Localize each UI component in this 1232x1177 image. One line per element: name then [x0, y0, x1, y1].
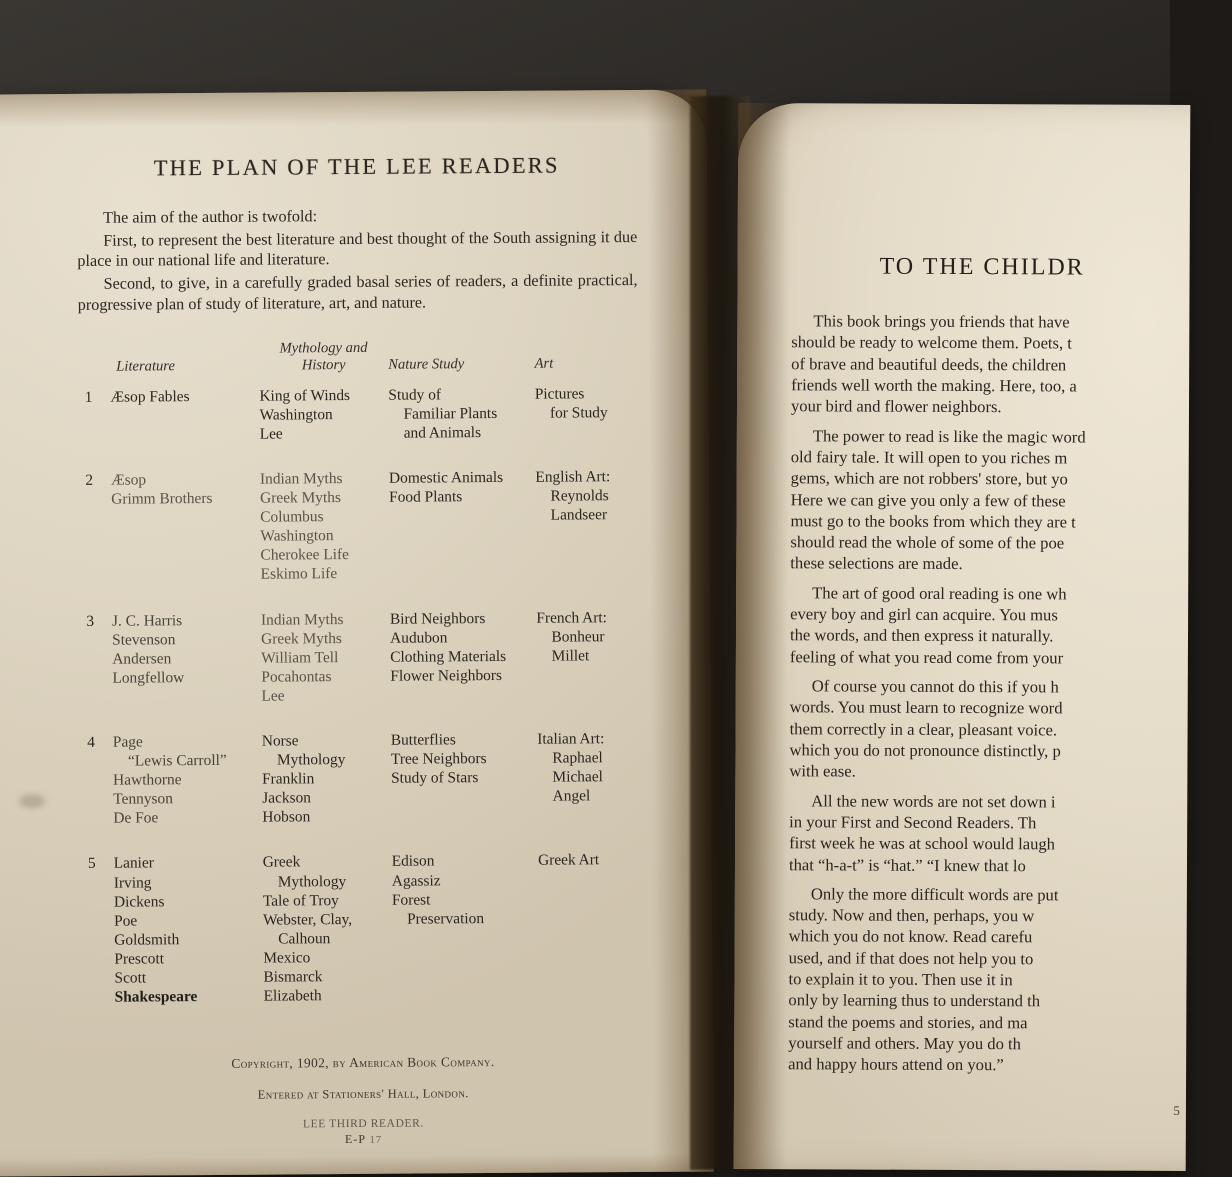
cell-line: Hawthorne: [113, 771, 182, 789]
cell-mythology: [259, 385, 389, 469]
cell-line: Flower Neighbors: [390, 666, 502, 685]
col-header-mythology: [259, 339, 388, 386]
paragraph-line: and happy hours attend on you.”: [788, 1054, 1004, 1075]
cell-mythology: [263, 852, 393, 1032]
cell-line: Bonheur: [551, 627, 605, 646]
paragraph-line: the words, and then express it naturally.: [789, 625, 1054, 646]
cell-line: Webster, Clay,: [263, 910, 353, 929]
cell-line: Franklin: [262, 770, 315, 788]
right-page: [734, 103, 1191, 1171]
cell-line: Clothing Materials: [390, 647, 507, 666]
paragraph-line: The art of good oral reading is one wh: [812, 583, 1067, 604]
table-row: [79, 467, 640, 611]
cell-nature: [391, 730, 538, 852]
paragraph-line: study. Now and then, perhaps, you w: [788, 905, 1035, 926]
col-header-nature: Nature Study: [388, 355, 465, 373]
cell-line: Prescott: [114, 950, 165, 968]
paragraph-line: used, and if that does not help you to: [788, 947, 1034, 969]
signature-page: 17: [369, 1135, 383, 1147]
cell-line: De Foe: [113, 809, 159, 828]
cell-line: Millet: [551, 647, 590, 665]
paragraph-line: which you do not pronounce distinctly, p: [789, 740, 1061, 761]
cell-line: Reynolds: [550, 487, 609, 505]
paragraph-line: must go to the books from which they are t: [790, 511, 1076, 532]
cell-line: Longfellow: [112, 668, 185, 687]
cell-line: Bismarck: [263, 968, 323, 986]
cell-line: Elizabeth: [263, 987, 322, 1005]
cell-mythology: [262, 731, 392, 853]
paragraph-line: The power to read is like the magic word: [812, 425, 1086, 447]
cell-line: Mexico: [263, 949, 311, 967]
right-page-paragraph: [791, 310, 1231, 418]
colophon: [83, 1053, 644, 1149]
cell-line: Goldsmith: [114, 931, 180, 949]
cell-line: Shakespeare: [114, 988, 198, 1006]
row-number: 2: [85, 471, 94, 489]
right-page-paragraph: [790, 425, 1231, 576]
cell-line: Mythology: [277, 872, 347, 891]
row-number: 1: [84, 388, 93, 406]
cell-line: Raphael: [552, 749, 603, 767]
cell-line: “Lewis Carroll”: [127, 751, 227, 770]
table-row: [80, 608, 641, 733]
paragraph-line: these selections are made.: [790, 553, 963, 574]
paragraph-line: in your First and Second Readers. Th: [789, 812, 1037, 833]
cell-line: Lanier: [113, 854, 154, 873]
left-page-content: [77, 152, 644, 1149]
page-title: THE PLAN OF THE LEE READERS: [153, 152, 560, 181]
right-page-paragraph: [789, 675, 1229, 783]
cell-line: Poe: [114, 912, 138, 930]
cell-line: Norse: [261, 732, 299, 750]
entered-line: Entered at Stationers' Hall, London.: [257, 1086, 469, 1102]
cell-line: Lee: [259, 425, 283, 443]
paragraph-line: every boy and girl can acquire. You mus: [790, 604, 1058, 625]
cell-line: Washington: [260, 527, 334, 545]
paragraph-line: only by learning thus to understand th: [788, 990, 1041, 1011]
paragraph-line: yourself and others. May you do th: [788, 1033, 1022, 1054]
cell-line: Greek: [262, 853, 301, 872]
paragraph-line: which you do not know. Read carefu: [788, 926, 1033, 947]
right-page-paragraph: [789, 790, 1229, 877]
cell-line: Familiar Plants: [403, 404, 498, 423]
cell-line: Pocahontas: [261, 667, 332, 686]
cell-line: Greek Art: [538, 851, 600, 870]
cell-nature: [390, 608, 537, 730]
cell-line: Landseer: [550, 506, 608, 524]
cell-line: Jackson: [262, 789, 312, 807]
row-number: 3: [86, 612, 95, 630]
paragraph-line: gems, which are not robbers' store, but yo: [790, 468, 1068, 489]
cell-literature: [102, 853, 264, 1033]
cell-line: French Art:: [536, 608, 607, 627]
cell-line: Michael Angel: [552, 768, 603, 805]
col-header-number: [78, 341, 98, 387]
cell-line: Hobson: [262, 808, 311, 826]
cell-line: Tennyson: [113, 790, 173, 808]
paragraph-line: with ease.: [789, 761, 856, 781]
cell-line: Audubon: [390, 628, 448, 647]
table-row: [82, 850, 643, 1033]
col-header-mythology-line1: Mythology and: [279, 339, 368, 357]
cell-art: [535, 467, 640, 608]
paragraph-line: old fairy tale. It will open to you riches m: [790, 447, 1068, 468]
cell-art: [537, 729, 641, 851]
cell-art: [536, 608, 640, 730]
cell-line: for Study: [549, 403, 608, 422]
paragraph-line: that “h-a-t” is “hat.” “I knew that lo: [788, 854, 1026, 875]
cell-line: Page: [112, 733, 143, 751]
paragraph-line: words. You must learn to recognize word: [789, 697, 1063, 718]
page-bottom-edge: [0, 1153, 714, 1176]
cell-literature: [99, 470, 261, 612]
cell-line: and Animals: [403, 423, 482, 442]
cell-line: Butterflies: [390, 731, 456, 749]
col-header-art: Art: [534, 355, 554, 372]
cell-line: Columbus: [260, 508, 324, 526]
paragraph-line: Here we can give you only a few of these: [790, 489, 1066, 510]
right-page-content: [788, 253, 1232, 1085]
paragraph-line: should be ready to welcome them. Poets, t: [791, 332, 1072, 353]
cell-line: Dickens: [113, 892, 165, 911]
table-row: [78, 384, 639, 471]
signature-mark: [83, 1130, 643, 1149]
cell-nature: [389, 468, 536, 610]
paragraph-line: should read the whole of some of the poe: [790, 532, 1065, 553]
col-header-mythology-line2: History: [301, 356, 346, 374]
copyright-line: Copyright, 1902, by American Book Company.: [231, 1054, 495, 1072]
cell-line: Æsop Fables: [110, 387, 190, 406]
cell-line: Greek Myths: [260, 489, 341, 507]
paragraph-line: All the new words are not set down i: [811, 790, 1056, 811]
row-number: 5: [87, 855, 96, 873]
cell-mythology: [260, 469, 390, 610]
page-number: 5: [1173, 1102, 1180, 1118]
cell-line: Irving: [113, 873, 152, 892]
cell-literature: [101, 732, 263, 855]
cell-line: Cherokee Life: [260, 546, 350, 564]
cell-nature: [388, 384, 535, 468]
cell-line: Stevenson: [112, 630, 176, 649]
cell-line: Agassiz: [391, 871, 441, 890]
paragraph-line: This book brings you friends that have: [813, 311, 1070, 332]
paragraph-line: them correctly in a clear, pleasant voice.: [789, 718, 1058, 740]
cell-line: Edison: [391, 852, 435, 871]
paragraph-line: to explain it to you. Then use it in: [788, 969, 1013, 990]
paragraph-line: feeling of what you read come from your: [789, 646, 1064, 668]
cell-line: Indian Myths: [260, 610, 344, 629]
plan-table: [78, 338, 643, 1033]
table-header-row: [78, 338, 638, 388]
col-header-literature: Literature: [116, 357, 175, 375]
right-page-paragraph: [790, 582, 1230, 669]
cell-line: Tale of Troy: [262, 891, 339, 910]
second-paragraph: Second, to give, in a carefully graded basal series of readers, a definite practical, progressive plan of study of literature, art, and nature.: [77, 271, 638, 314]
paragraph-line: of brave and beautiful deeds, the children: [791, 353, 1067, 375]
cell-line: J. C. Harris: [111, 611, 183, 630]
paragraph-line: your bird and flower neighbors.: [790, 396, 1002, 417]
cell-line: Scott: [114, 969, 147, 987]
cell-line: Study of Stars: [391, 769, 479, 787]
first-paragraph: First, to represent the best literature and best thought of the South assigning it due place in our national life and literature.: [77, 227, 638, 271]
cell-line: Italian Art:: [537, 730, 605, 748]
cell-line: English Art:: [535, 468, 611, 486]
right-page-paragraph: [788, 883, 1229, 1077]
cell-line: King of Winds: [259, 386, 351, 405]
cell-line: Bird Neighbors: [389, 609, 486, 628]
paragraph-line: stand the poems and stories, and ma: [788, 1011, 1028, 1032]
cell-line: Grimm Brothers: [111, 490, 213, 508]
cell-line: Tree Neighbors: [390, 750, 487, 768]
cell-line: Greek Myths: [261, 629, 342, 648]
cell-line: Pictures: [534, 385, 585, 403]
plan-table-body: [78, 384, 642, 1033]
cell-line: Calhoun: [278, 929, 331, 948]
cell-line: Lee: [261, 687, 285, 705]
row-number: 4: [87, 733, 95, 751]
cell-literature: [98, 386, 260, 470]
cell-line: Mythology: [276, 751, 346, 769]
cell-line: Study of: [388, 386, 442, 404]
paragraph-line: Only the more difficult words are put: [810, 884, 1059, 905]
paragraph-line: first week he was at school would laugh: [789, 833, 1056, 854]
left-page: [0, 90, 714, 1177]
cell-line: William Tell: [261, 648, 339, 667]
cell-mythology: [261, 609, 391, 731]
cell-literature: [100, 610, 262, 733]
cell-line: Preservation: [407, 909, 485, 928]
paragraph-line: friends well worth the making. Here, too, a: [791, 375, 1077, 396]
paragraph-line: Of course you cannot do this if you h: [811, 676, 1059, 697]
paper-blemish: [19, 794, 45, 808]
aim-paragraph: The aim of the author is twofold:: [103, 207, 318, 227]
running-foot: LEE THIRD READER.: [302, 1117, 424, 1131]
cell-art: [535, 384, 639, 468]
cell-line: Eskimo Life: [260, 565, 338, 584]
cell-line: Forest: [391, 891, 431, 909]
cell-line: Æsop: [110, 471, 147, 489]
cell-line: Indian Myths: [259, 470, 343, 488]
table-row: [81, 729, 642, 854]
signature-letter: E-P: [344, 1132, 366, 1147]
cell-nature: [392, 851, 540, 1031]
cell-line: Andersen: [112, 649, 172, 668]
right-page-title: TO THE CHILDR: [879, 253, 1085, 281]
cell-art: [538, 850, 643, 1029]
cell-line: Washington: [259, 405, 333, 424]
right-page-body: [788, 310, 1231, 1077]
cell-line: Food Plants: [389, 488, 463, 506]
cell-line: Domestic Animals: [388, 468, 504, 487]
